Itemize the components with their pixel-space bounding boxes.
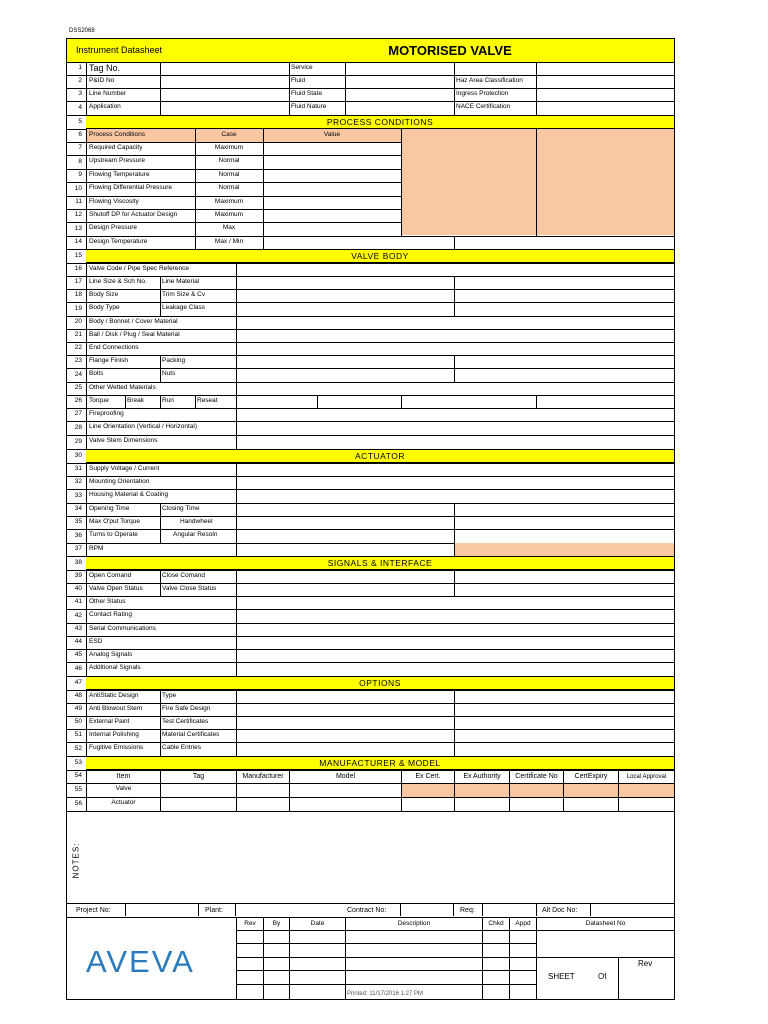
mfr-col-header: Manufacturer (242, 773, 284, 780)
row51a-label: Internal Polishing (89, 731, 139, 739)
row40a-label: Valve Open Status (89, 585, 143, 593)
row-number: 34 (74, 505, 82, 513)
row-number: 27 (74, 410, 82, 418)
row48a-label: AntiStatic Design (89, 692, 139, 700)
row50a-label: External Paint (89, 718, 130, 726)
row-number: 43 (74, 625, 82, 633)
value-col-header: Value (323, 131, 341, 139)
row35b-label: Handwheel (180, 518, 213, 526)
process-case-label: Maximum (214, 211, 244, 219)
doc-code: DSS2068 (69, 28, 95, 34)
row-number: 3 (78, 90, 82, 98)
row32-label: Mounting Orientation (89, 478, 150, 486)
row27-label: Fireproofing (89, 410, 124, 418)
project-no-field[interactable] (125, 904, 199, 916)
notes-area[interactable] (87, 812, 674, 903)
row51b-label: Material Certificates (162, 731, 220, 739)
mfr-col-header: CertExpiry (574, 773, 608, 780)
application-label: Application (89, 103, 121, 111)
project-no-label: Project No: (76, 906, 111, 914)
row41-label: Other Status (89, 598, 126, 606)
row49b-label: Fire Safe Design (162, 705, 211, 713)
plant-field[interactable] (235, 904, 343, 916)
row19b-label: Leakage Class (162, 304, 205, 312)
row-number: 49 (74, 705, 82, 713)
row-number: 32 (74, 478, 82, 486)
process-condition-label: Design Temperature (89, 238, 148, 246)
section-process-conditions: PROCESS CONDITIONS (86, 115, 674, 129)
row23a-label: Flange Finish (89, 357, 129, 365)
row52a-label: Fugitive Emissions (89, 744, 144, 752)
row42-label: Contact Rating (89, 611, 132, 619)
row26b-label: Break (127, 397, 144, 405)
row-number: 18 (74, 291, 82, 299)
contract-no-field[interactable] (400, 904, 454, 916)
row19a-label: Body Type (89, 304, 120, 312)
row-number: 19 (74, 304, 82, 312)
mfr-cert-band (401, 784, 674, 797)
row-number: 24 (74, 370, 82, 378)
row-number: 47 (74, 678, 82, 686)
row-number: 16 (74, 265, 82, 273)
mfr-col-header: Local Approval (626, 773, 667, 780)
row-number: 4 (78, 103, 82, 111)
revision-col-header: By (272, 919, 281, 927)
page-title: MOTORISED VALVE (388, 43, 512, 58)
row-number: 33 (74, 491, 82, 499)
row-number: 22 (74, 344, 82, 352)
process-case-label: Normal (218, 184, 240, 192)
row-number: 8 (78, 157, 82, 165)
row18a-label: Body Size (89, 291, 119, 299)
alt-doc-field[interactable] (590, 904, 674, 916)
row18b-label: Trim Size & Cv (162, 291, 206, 299)
row49a-label: Anti Blowout Stem (89, 705, 143, 713)
ingress-label: Ingress Protection (456, 90, 509, 98)
row-number: 1 (78, 64, 82, 72)
row-number: 36 (74, 531, 82, 539)
row-number: 28 (74, 423, 82, 431)
process-col-header: Process Conditions (89, 131, 145, 139)
mfr-col-header: Certificate No (515, 773, 558, 780)
row-number: 45 (74, 651, 82, 659)
row-number: 15 (74, 251, 82, 259)
of-label: Of (598, 972, 607, 981)
row-number: 20 (74, 318, 82, 326)
row-number: 51 (74, 731, 82, 739)
contract-no-label: Contract No: (347, 906, 387, 914)
row52b-label: Cable Entries (162, 744, 202, 752)
alt-doc-label: Alt Doc No: (542, 906, 578, 914)
row-number: 50 (74, 718, 82, 726)
row50b-label: Test Certificates (162, 718, 209, 726)
row-number: 55 (74, 785, 82, 793)
row-number: 12 (74, 211, 82, 219)
row20-label: Body / Bonnet / Cover Material (89, 318, 178, 326)
process-condition-label: Flowing Viscosity (89, 198, 139, 206)
row24b-label: Nuts (162, 370, 176, 378)
row21-label: Ball / Disk / Plug / Seal Material (89, 331, 180, 339)
rpm-value-band (455, 543, 674, 556)
row22-label: End Connections (89, 344, 139, 352)
nace-label: NACE Certification (456, 103, 511, 111)
pid-label: P&ID No (89, 77, 115, 85)
process-condition-label: Shutoff DP for Actuator Design (89, 211, 178, 219)
mfr-item-valve: Valve (115, 785, 132, 793)
row-number: 9 (78, 171, 82, 179)
row-number: 54 (74, 772, 82, 780)
row44-label: ESD (89, 638, 103, 646)
row-number: 30 (74, 451, 82, 459)
revision-col-header: Rev (244, 919, 256, 927)
row-number: 11 (75, 198, 82, 206)
mfr-col-header: Ex Authority (463, 773, 501, 780)
row-number: 35 (74, 518, 82, 526)
revision-col-header: Description (397, 919, 431, 927)
row43-label: Serial Communications (89, 625, 156, 633)
process-value-band (401, 142, 674, 235)
row-number: 56 (74, 799, 82, 807)
row16-label: Valve Code / Pipe Spec Reference (89, 265, 189, 273)
fluid-state-label: Fluid State (291, 90, 323, 98)
row-number: 25 (74, 384, 82, 392)
req-field[interactable] (482, 904, 537, 916)
datasheet-no-header: Datasheet No (585, 919, 626, 927)
row31-label: Supply Voltage / Current (89, 465, 160, 473)
line-number-label: Line Number (89, 90, 127, 98)
aveva-logo (86, 940, 216, 980)
fluid-nature-label: Fluid Nature (291, 103, 327, 111)
row-number: 46 (74, 664, 82, 672)
row40b-label: Valve Close Status (162, 585, 217, 593)
row17a-label: Line Size & Sch No. (89, 278, 147, 286)
row34a-label: Opening Time (89, 505, 130, 513)
aveva-logo-image (86, 940, 216, 980)
row26c-label: Run (162, 397, 174, 405)
row-number: 41 (74, 598, 82, 606)
mfr-col-header: Ex Cert. (415, 773, 441, 780)
row17b-label: Line Material (162, 278, 200, 286)
revision-col-header: Date (310, 919, 325, 927)
process-case-label: Normal (218, 157, 240, 165)
row35a-label: Max O'put Torque (89, 518, 140, 526)
header-label: Instrument Datasheet (76, 45, 163, 55)
revision-col-header: Appd (515, 919, 531, 927)
haz-area-label: Haz Area Classification (456, 77, 523, 85)
row23b-label: Packing (162, 357, 186, 365)
row-number: 6 (78, 131, 82, 139)
row46-label: Additional Signals (89, 664, 141, 672)
notes-label: NOTES: (71, 842, 81, 878)
process-condition-label: Required Capacity (89, 144, 143, 152)
process-condition-label: Upstream Pressure (89, 157, 145, 165)
rev-label: Rev (638, 959, 653, 968)
case-col-header: Case (221, 131, 237, 139)
row-number: 39 (74, 572, 82, 580)
row48b-label: Type (162, 692, 177, 700)
notes-label-wrap (70, 840, 82, 880)
row-number: 31 (74, 465, 82, 473)
process-case-label: Maximum (214, 198, 244, 206)
row34b-label: Closing Time (162, 505, 200, 513)
tag-label: Tag No. (89, 63, 121, 73)
process-case-label: Max / Min (214, 238, 244, 246)
process-condition-label: Flowing Differential Pressure (89, 184, 172, 192)
section-options: OPTIONS (86, 676, 674, 690)
row-number: 38 (74, 558, 82, 566)
row36b-label: Angular Resoln (173, 531, 218, 539)
req-label: Req: (460, 906, 475, 914)
row-number: 7 (78, 144, 82, 152)
plant-label: Plant: (205, 906, 223, 914)
process-case-label: Max (222, 224, 236, 232)
mfr-item-actuator: Actuator (111, 799, 136, 807)
row-number: 42 (74, 611, 82, 619)
row-number: 37 (74, 545, 82, 553)
process-condition-label: Design Pressure (89, 224, 138, 232)
row-number: 53 (74, 758, 82, 766)
section-actuator: ACTUATOR (86, 449, 674, 463)
section-valve-body: VALVE BODY (86, 249, 674, 263)
row-number: 40 (74, 585, 82, 593)
row-number: 29 (74, 437, 82, 445)
process-case-label: Normal (218, 171, 240, 179)
row33-label: Housing Material & Coating (89, 491, 169, 499)
mfr-col-header: Model (335, 773, 356, 780)
row-number: 10 (74, 184, 82, 192)
row24a-label: Bolts (89, 370, 104, 378)
sheet-label: SHEET (548, 972, 575, 981)
row-number: 5 (78, 117, 82, 125)
row-number: 23 (74, 357, 82, 365)
row-number: 44 (74, 638, 82, 646)
row-number: 13 (74, 224, 82, 232)
section-manufacturer-model: MANUFACTURER & MODEL (86, 756, 674, 770)
section-signals-interface: SIGNALS & INTERFACE (86, 556, 674, 570)
row26a-label: Torque (89, 397, 109, 405)
row-number: 2 (78, 77, 82, 85)
row-number: 17 (74, 278, 82, 286)
printed-timestamp: Printed: 11/17/2016 1:27 PM (347, 991, 423, 997)
mfr-col-header: Item (116, 773, 131, 780)
mfr-col-header: Tag (192, 773, 205, 780)
aveva-logo-text: AVEVA (86, 944, 195, 979)
row-number: 26 (74, 397, 82, 405)
process-condition-label: Flowing Temperature (89, 171, 150, 179)
row26d-label: Reseat (197, 397, 218, 405)
revision-col-header: Chkd (488, 919, 504, 927)
row39a-label: Open Comand (89, 572, 132, 580)
process-case-label: Maximum (214, 144, 244, 152)
row36a-label: Turns to Operate (89, 531, 138, 539)
fluid-label: Fluid (291, 77, 306, 85)
row29-label: Valve Stem Dimensions (89, 437, 158, 445)
row45-label: Analog Signals (89, 651, 133, 659)
row-number: 48 (74, 692, 82, 700)
row-number: 21 (74, 331, 82, 339)
service-label: Service (291, 64, 313, 72)
row28-label: Line Orientation (Vertical / Horizontal) (89, 423, 198, 431)
row-number: 52 (74, 744, 82, 752)
row-number: 14 (74, 238, 82, 246)
row37-label: RPM (89, 545, 104, 553)
row39b-label: Close Comand (162, 572, 205, 580)
row25-label: Other Wetted Materials (89, 384, 156, 392)
